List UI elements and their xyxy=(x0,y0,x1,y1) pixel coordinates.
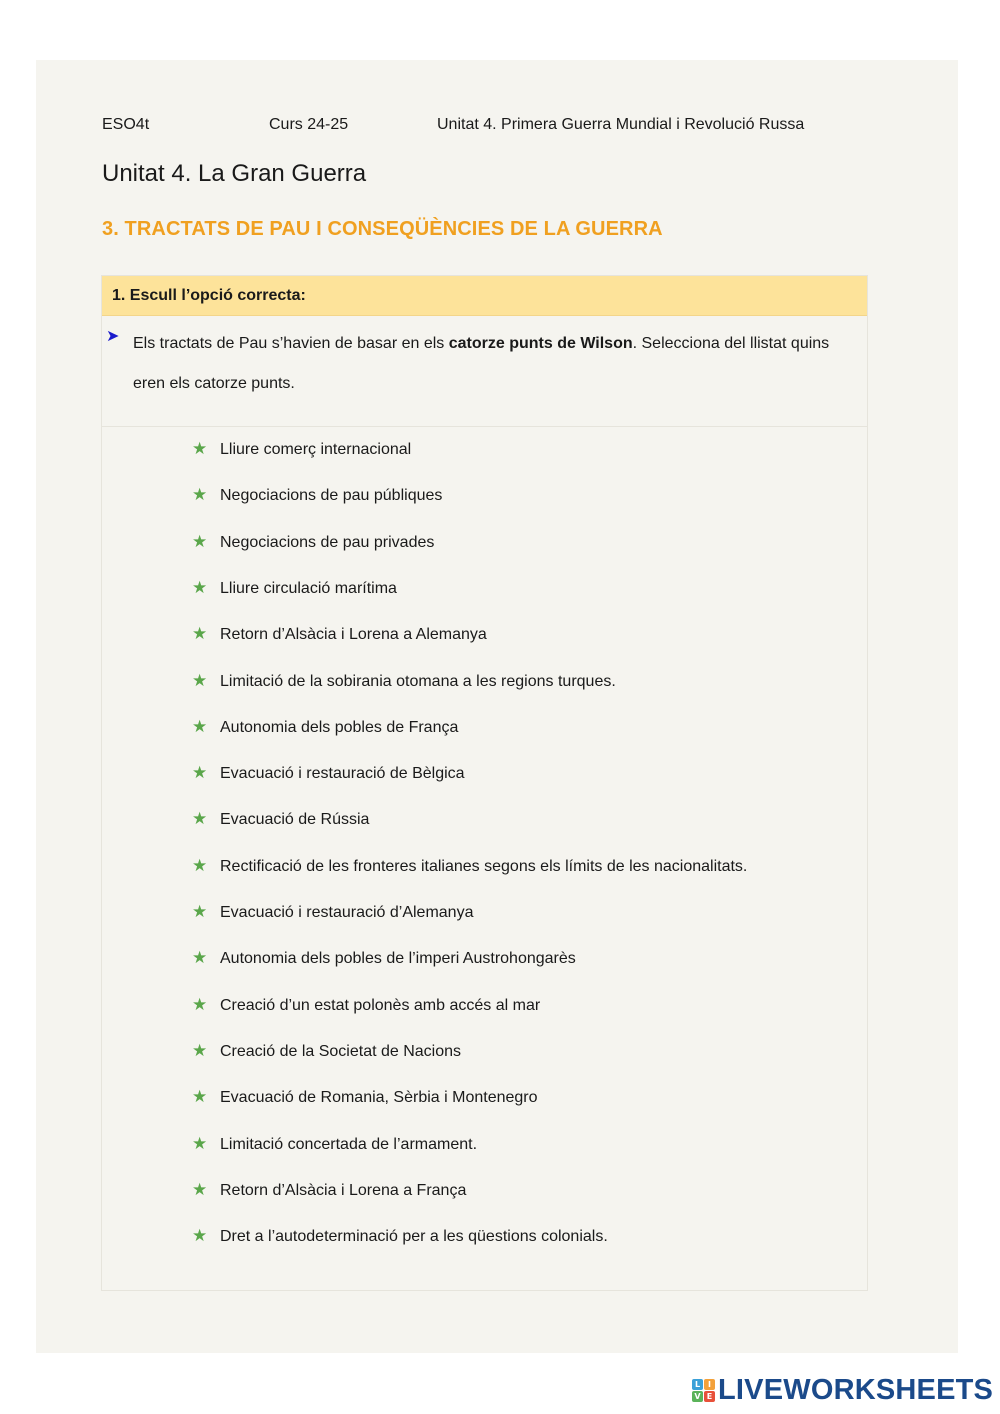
star-icon: ★ xyxy=(192,439,208,458)
option-item[interactable] xyxy=(192,900,473,924)
instruction-row xyxy=(102,316,867,427)
option-item[interactable] xyxy=(192,483,442,507)
option-label: Rectificació de les fronteres italianes segons els límits de les nacionalitats. xyxy=(220,857,748,875)
star-icon: ★ xyxy=(192,577,208,597)
unit-header-label: Unitat 4. Primera Guerra Mundial i Revolució Russa xyxy=(437,116,805,133)
option-item[interactable] xyxy=(192,807,369,831)
task-header xyxy=(102,276,867,316)
option-label: Evacuació i restauració d’Alemanya xyxy=(220,904,474,921)
option-item[interactable] xyxy=(192,669,616,693)
star-icon: ★ xyxy=(192,1179,208,1199)
star-icon: ★ xyxy=(192,902,208,921)
star-icon: ★ xyxy=(192,670,208,690)
star-icon: ★ xyxy=(192,994,208,1014)
option-label: Autonomia dels pobles de França xyxy=(220,718,459,736)
instruction-text xyxy=(133,324,853,404)
brand-name: LIVEWORKSHEETS xyxy=(718,1373,994,1406)
option-label: Retorn d’Alsàcia i Lorena a França xyxy=(220,1181,467,1199)
logo-tile: V xyxy=(692,1391,703,1402)
option-label: Creació de la Societat de Nacions xyxy=(220,1042,462,1060)
liveworksheets-logo xyxy=(692,1374,993,1406)
option-label: Evacuació i restauració de Bèlgica xyxy=(220,765,465,783)
star-icon: ★ xyxy=(192,809,208,829)
task-title: 1. Escull l’opció correcta: xyxy=(112,287,306,304)
instruction-highlight: catorze punts de Wilson xyxy=(448,335,633,352)
option-item[interactable] xyxy=(192,1085,538,1109)
option-item[interactable] xyxy=(192,622,487,646)
logo-tile: I xyxy=(704,1379,715,1390)
instruction-text-start: Els tractats de Pau s’havien de basar en els xyxy=(133,335,449,352)
option-item[interactable] xyxy=(192,1132,477,1156)
option-label: Negociacions de pau privades xyxy=(220,533,435,551)
star-icon: ★ xyxy=(192,763,208,783)
option-label: Creació d’un estat polonès amb accés al mar xyxy=(220,996,541,1014)
option-label: Negociacions de pau públiques xyxy=(220,487,443,505)
unit-title: Unitat 4. La Gran Guerra xyxy=(102,160,367,187)
logo-tile: E xyxy=(704,1391,715,1402)
option-item[interactable] xyxy=(192,437,411,461)
option-item[interactable] xyxy=(192,1039,461,1063)
option-item[interactable] xyxy=(192,854,747,878)
star-icon: ★ xyxy=(192,1040,208,1060)
option-label: Evacuació de Rússia xyxy=(220,811,370,829)
option-label: Limitació de la sobirania otomana a les regions turques. xyxy=(220,672,616,690)
arrow-right-icon: ➤ xyxy=(106,328,120,345)
star-icon: ★ xyxy=(192,855,208,875)
star-icon: ★ xyxy=(192,1087,208,1107)
instruction-text-end: . Selecciona del llistat quins eren els catorze punts. xyxy=(133,335,830,392)
option-label: Evacuació de Romania, Sèrbia i Montenegro xyxy=(220,1089,538,1107)
option-label: Limitació concertada de l’armament. xyxy=(220,1135,478,1153)
star-icon: ★ xyxy=(192,948,208,968)
option-item[interactable] xyxy=(192,993,540,1017)
option-item[interactable] xyxy=(192,946,576,970)
option-item[interactable] xyxy=(192,1178,466,1202)
option-label: Retorn d’Alsàcia i Lorena a Alemanya xyxy=(220,626,487,644)
star-icon: ★ xyxy=(192,531,208,551)
option-label: Dret a l’autodeterminació per a les qüestions colonials. xyxy=(220,1228,608,1246)
liveworksheets-logo-icon xyxy=(692,1379,715,1402)
exercise-box xyxy=(101,275,868,1291)
option-item[interactable] xyxy=(192,530,434,554)
school-year-label: Curs 24-25 xyxy=(269,116,349,133)
option-item[interactable] xyxy=(192,1224,608,1248)
star-icon: ★ xyxy=(192,1133,208,1153)
option-item[interactable] xyxy=(192,715,458,739)
star-icon: ★ xyxy=(192,624,208,644)
star-icon: ★ xyxy=(192,485,208,505)
option-label: Lliure circulació marítima xyxy=(220,579,397,597)
option-item[interactable] xyxy=(192,576,397,600)
course-label: ESO4t xyxy=(102,116,150,133)
star-icon: ★ xyxy=(192,1226,208,1246)
option-label: Autonomia dels pobles de l’imperi Austrohongarès xyxy=(220,950,576,968)
section-title: 3. TRACTATS DE PAU I CONSEQÜÈNCIES DE LA GUERRA xyxy=(102,218,663,240)
logo-tile: L xyxy=(692,1379,703,1390)
option-item[interactable] xyxy=(192,761,465,785)
star-icon: ★ xyxy=(192,716,208,736)
option-label: Lliure comerç internacional xyxy=(220,441,412,458)
